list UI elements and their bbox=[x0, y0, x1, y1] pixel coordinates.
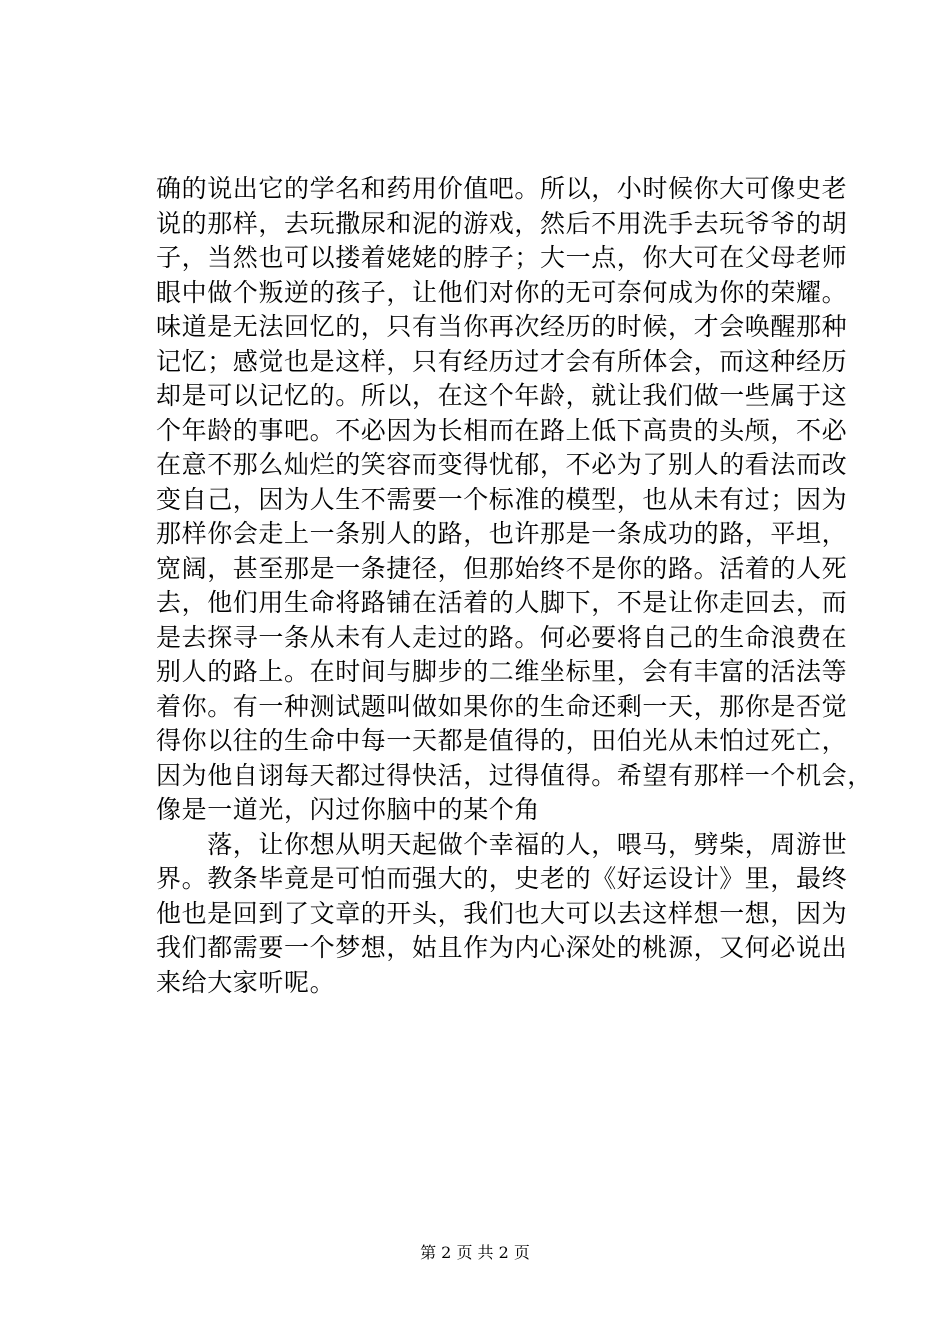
text-line: 界。教条毕竟是可怕而强大的，史老的《好运设计》里，最终 bbox=[156, 864, 848, 893]
text-line: 确的说出它的学名和药用价值吧。所以，小时候你大可像史老 bbox=[156, 174, 848, 203]
text-line: 来给大家听呢。 bbox=[156, 967, 336, 997]
text-line: 落，让你想从明天起做个幸福的人，喂马，劈柴，周游世 bbox=[156, 829, 848, 859]
text-line: 个年龄的事吧。不必因为长相而在路上低下高贵的头颅，不必 bbox=[156, 415, 848, 445]
text-line: 变自己，因为人生不需要一个标准的模型，也从未有过；因为 bbox=[156, 484, 848, 514]
text-line: 我们都需要一个梦想，姑且作为内心深处的桃源，又何必说出 bbox=[156, 933, 848, 962]
text-line: 那样你会走上一条别人的路，也许那是一条成功的路，平坦， bbox=[156, 519, 848, 548]
text-line: 着你。有一种测试题叫做如果你的生命还剩一天，那你是否觉 bbox=[156, 691, 848, 721]
text-line: 子，当然也可以搂着姥姥的脖子；大一点，你大可在父母老师 bbox=[156, 243, 848, 272]
text-line: 记忆；感觉也是这样，只有经历过才会有所体会，而这种经历 bbox=[156, 346, 848, 376]
text-line: 他也是回到了文章的开头，我们也大可以去这样想一想，因为 bbox=[156, 898, 848, 928]
text-line: 味道是无法回忆的，只有当你再次经历的时候，才会唤醒那种 bbox=[156, 312, 848, 341]
text-line: 得你以往的生命中每一天都是值得的，田伯光从未怕过死亡， bbox=[156, 726, 848, 755]
text-line: 因为他自诩每天都过得快活，过得值得。希望有那样一个机会， bbox=[156, 760, 873, 790]
text-line: 别人的路上。在时间与脚步的二维坐标里，会有丰富的活法等 bbox=[156, 657, 848, 686]
text-line: 宽阔，甚至那是一条捷径，但那始终不是你的路。活着的人死 bbox=[156, 553, 848, 583]
page-number-footer: 第 2 页 共 2 页 bbox=[420, 1243, 530, 1262]
text-line: 在意不那么灿烂的笑容而变得忧郁，不必为了别人的看法而改 bbox=[156, 450, 848, 479]
body-text bbox=[156, 172, 873, 1000]
text-line: 说的那样，去玩撒尿和泥的游戏，然后不用洗手去玩爷爷的胡 bbox=[156, 208, 848, 238]
text-line: 却是可以记忆的。所以，在这个年龄，就让我们做一些属于这 bbox=[156, 381, 848, 410]
text-line: 像是一道光，闪过你脑中的某个角 bbox=[156, 795, 541, 824]
text-line: 眼中做个叛逆的孩子，让他们对你的无可奈何成为你的荣耀。 bbox=[156, 277, 848, 307]
text-line: 去，他们用生命将路铺在活着的人脚下，不是让你走回去，而 bbox=[156, 588, 848, 617]
text-line: 是去探寻一条从未有人走过的路。何必要将自己的生命浪费在 bbox=[156, 622, 848, 652]
